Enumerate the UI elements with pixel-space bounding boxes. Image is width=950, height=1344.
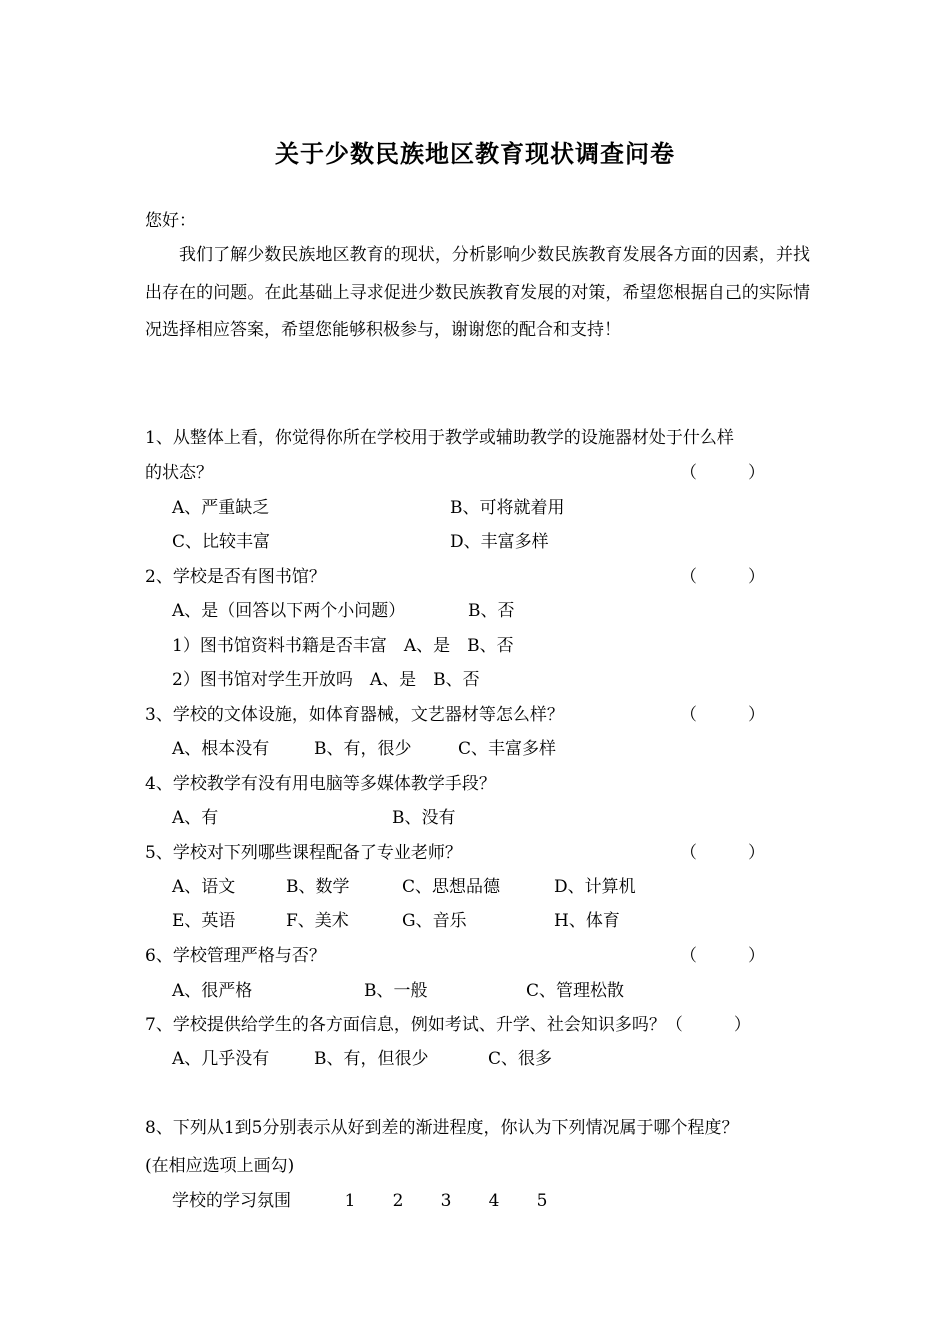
intro-paragraph: 我们了解少数民族地区教育的现状，分析影响少数民族教育发展各方面的因素，并找出存在的问题。在此基础上寻求促进少数民族教育发展的对策，希望您根据自己的实际情况选择相应答案，希望您能够积极参与，谢谢您的配合和支持！ [145,245,810,340]
q1-option-b[interactable]: B、可将就着用 [450,498,565,518]
q5-option-e[interactable]: E、英语 [172,911,236,931]
q5-answer-blank[interactable]: （ ） [680,843,765,863]
q8-scale-1[interactable]: 1 [344,1191,356,1211]
q3-text: 3、学校的文体设施，如体育器械，文艺器材等怎么样？ [145,705,564,725]
q8-text-line1: 8、下列从1到5分别表示从好到差的渐进程度，你认为下列情况属于哪个程度？ [145,1118,739,1138]
q8-scale-3[interactable]: 3 [440,1191,452,1211]
q1-answer-blank[interactable]: （ ） [680,463,765,483]
document-title: 关于少数民族地区教育现状调查问卷 [275,139,675,168]
q6-option-b[interactable]: B、一般 [364,981,428,1001]
q2-text: 2、学校是否有图书馆？ [145,567,326,587]
q1-text-line1: 1、从整体上看，你觉得你所在学校用于教学或辅助教学的设施器材处于什么样 [145,428,734,448]
q5-option-a[interactable]: A、语文 [172,877,236,897]
q1-option-c[interactable]: C、比较丰富 [172,532,271,552]
q2-answer-blank[interactable]: （ ） [680,567,765,587]
q3-option-a[interactable]: A、根本没有 [172,739,270,759]
q8-item-label: 学校的学习氛围 [172,1191,291,1211]
q1-option-a[interactable]: A、严重缺乏 [172,498,270,518]
q5-option-f[interactable]: F、美术 [286,911,349,931]
q2-sub2[interactable]: 2）图书馆对学生开放吗 A、是 B、否 [172,670,480,690]
q5-option-h[interactable]: H、体育 [554,911,620,931]
q4-option-a[interactable]: A、有 [172,808,219,828]
q4-option-b[interactable]: B、没有 [392,808,456,828]
q3-option-b[interactable]: B、有，很少 [314,739,412,759]
greeting: 您好： [145,211,196,231]
q5-text: 5、学校对下列哪些课程配备了专业老师？ [145,843,462,863]
q3-option-c[interactable]: C、丰富多样 [458,739,557,759]
q8-scale-2[interactable]: 2 [392,1191,404,1211]
q8-scale [326,1190,566,1212]
q8-scale-4[interactable]: 4 [488,1191,500,1211]
q2-option-a[interactable]: A、是（回答以下两个小问题） [172,601,406,621]
q2-option-b[interactable]: B、否 [468,601,515,621]
q8-scale-5[interactable]: 5 [536,1191,548,1211]
q3-answer-blank[interactable]: （ ） [680,705,765,725]
q6-option-c[interactable]: C、管理松散 [526,981,625,1001]
q5-option-g[interactable]: G、音乐 [402,911,467,931]
q6-answer-blank[interactable]: （ ） [680,946,765,966]
q4-text: 4、学校教学有没有用电脑等多媒体教学手段？ [145,774,496,794]
q7-text: 7、学校提供给学生的各方面信息，例如考试、升学、社会知识多吗？（ ） [145,1015,751,1035]
q7-option-a[interactable]: A、几乎没有 [172,1049,270,1069]
q1-text-line2: 的状态？ [145,463,213,483]
q7-option-b[interactable]: B、有，但很少 [314,1049,429,1069]
q7-option-c[interactable]: C、很多 [488,1049,553,1069]
q5-option-b[interactable]: B、数学 [286,877,350,897]
q1-option-d[interactable]: D、丰富多样 [450,532,549,552]
q2-sub1[interactable]: 1）图书馆资料书籍是否丰富 A、是 B、否 [172,636,514,656]
q6-option-a[interactable]: A、很严格 [172,981,253,1001]
q5-option-c[interactable]: C、思想品德 [402,877,501,897]
q8-text-line2: (在相应选项上画勾) [145,1156,295,1176]
q6-text: 6、学校管理严格与否？ [145,946,326,966]
q5-option-d[interactable]: D、计算机 [554,877,636,897]
